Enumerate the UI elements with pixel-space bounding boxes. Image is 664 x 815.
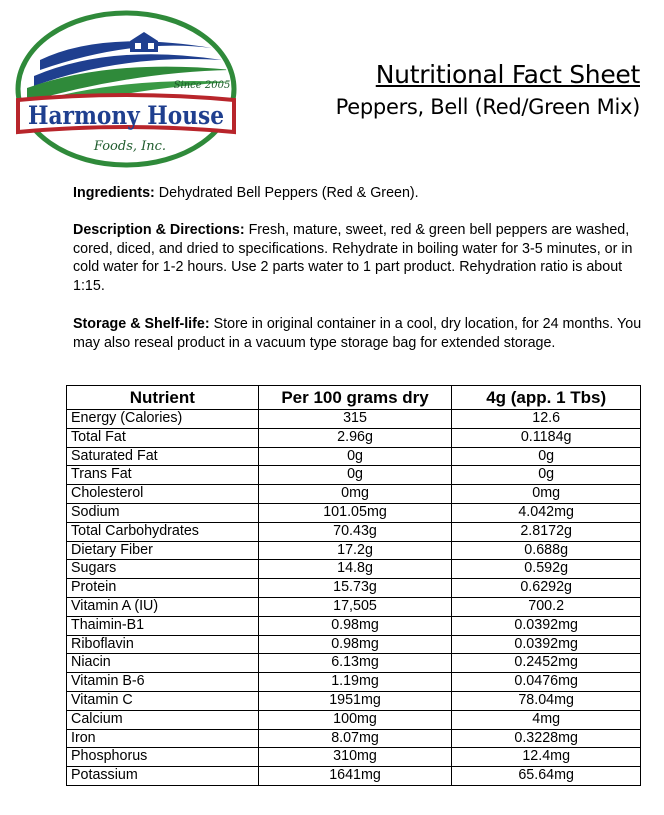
table-row (67, 560, 641, 579)
nutrient-name-cell: Dietary Fiber (67, 541, 259, 560)
per-4g-value-cell: 0.0392mg (452, 635, 641, 654)
table-row (67, 485, 641, 504)
per-4g-value-cell: 0.592g (452, 560, 641, 579)
per-100g-value-cell: 0g (258, 466, 452, 485)
per-4g-value-cell: 0.2452mg (452, 654, 641, 673)
nutrient-name-cell: Sodium (67, 503, 259, 522)
nutrient-name-cell: Potassium (67, 767, 259, 786)
storage-label: Storage & Shelf-life: (73, 316, 210, 332)
per-100g-value-cell: 100mg (258, 710, 452, 729)
nutrient-name-cell: Protein (67, 579, 259, 598)
nutrient-name-cell: Total Carbohydrates (67, 522, 259, 541)
table-row (67, 410, 641, 429)
storage-paragraph (73, 315, 643, 352)
per-100g-value-cell: 310mg (258, 748, 452, 767)
header-per-100g: Per 100 grams dry (258, 386, 452, 410)
ingredients-text: Dehydrated Bell Peppers (Red & Green). (154, 185, 419, 201)
nutrient-name-cell: Phosphorus (67, 748, 259, 767)
logo-brand-text: Harmony House (28, 101, 224, 130)
nutrient-name-cell: Vitamin C (67, 691, 259, 710)
per-100g-value-cell: 0mg (258, 485, 452, 504)
nutrient-name-cell: Riboflavin (67, 635, 259, 654)
table-row (67, 503, 641, 522)
per-100g-value-cell: 101.05mg (258, 503, 452, 522)
per-4g-value-cell: 12.6 (452, 410, 641, 429)
logo-since-text: Since 2005 (173, 80, 231, 91)
per-4g-value-cell: 0mg (452, 485, 641, 504)
nutrient-name-cell: Iron (67, 729, 259, 748)
per-4g-value-cell: 2.8172g (452, 522, 641, 541)
storage-text: Store in original container in a cool, dry location, for 24 months. You may also reseal product in a vacuum type storage bag for extended storage. (73, 316, 642, 351)
nutrient-name-cell: Saturated Fat (67, 447, 259, 466)
nutrient-name-cell: Calcium (67, 710, 259, 729)
table-row (67, 635, 641, 654)
per-4g-value-cell: 0.0392mg (452, 616, 641, 635)
per-4g-value-cell: 4mg (452, 710, 641, 729)
nutrient-name-cell: Niacin (67, 654, 259, 673)
description-text: Fresh, mature, sweet, red & green bell peppers are washed, cored, diced, and dried to specifications. Rehydrate in boiling water for 3-5 minutes, or in cold water for 1-2 hours. Use 2 parts water to 1 part product. Rehydration ratio is about 1:15. (73, 222, 633, 294)
per-100g-value-cell: 2.96g (258, 428, 452, 447)
per-100g-value-cell: 315 (258, 410, 452, 429)
nutrient-name-cell: Energy (Calories) (67, 410, 259, 429)
nutrient-name-cell: Thaimin-B1 (67, 616, 259, 635)
table-row (67, 710, 641, 729)
table-row (67, 428, 641, 447)
per-4g-value-cell: 12.4mg (452, 748, 641, 767)
per-4g-value-cell: 700.2 (452, 597, 641, 616)
per-100g-value-cell: 6.13mg (258, 654, 452, 673)
table-row (67, 597, 641, 616)
per-100g-value-cell: 1641mg (258, 767, 452, 786)
table-row (67, 767, 641, 786)
table-row (67, 579, 641, 598)
per-4g-value-cell: 0.3228mg (452, 729, 641, 748)
per-4g-value-cell: 78.04mg (452, 691, 641, 710)
per-4g-value-cell: 0g (452, 466, 641, 485)
per-4g-value-cell: 65.64mg (452, 767, 641, 786)
nutrient-name-cell: Total Fat (67, 428, 259, 447)
table-row (67, 447, 641, 466)
per-100g-value-cell: 15.73g (258, 579, 452, 598)
table-row (67, 673, 641, 692)
per-4g-value-cell: 4.042mg (452, 503, 641, 522)
per-100g-value-cell: 14.8g (258, 560, 452, 579)
per-100g-value-cell: 17.2g (258, 541, 452, 560)
table-row (67, 616, 641, 635)
per-100g-value-cell: 1951mg (258, 691, 452, 710)
table-row (67, 541, 641, 560)
per-4g-value-cell: 0.1184g (452, 428, 641, 447)
sheet-subtitle: Peppers, Bell (Red/Green Mix) (335, 95, 640, 119)
table-row (67, 729, 641, 748)
sheet-title-block (336, 60, 640, 119)
description-label: Description & Directions: (73, 222, 245, 238)
nutrient-name-cell: Sugars (67, 560, 259, 579)
per-100g-value-cell: 0.98mg (258, 635, 452, 654)
table-row (67, 522, 641, 541)
per-100g-value-cell: 17,505 (258, 597, 452, 616)
nutrient-name-cell: Trans Fat (67, 466, 259, 485)
per-100g-value-cell: 70.43g (258, 522, 452, 541)
sheet-title: Nutritional Fact Sheet (375, 60, 640, 89)
per-4g-value-cell: 0.688g (452, 541, 641, 560)
table-header-row (67, 386, 641, 410)
per-4g-value-cell: 0.0476mg (452, 673, 641, 692)
per-100g-value-cell: 1.19mg (258, 673, 452, 692)
header-nutrient: Nutrient (67, 386, 259, 410)
harmony-house-logo (12, 8, 240, 170)
ingredients-paragraph (73, 184, 643, 203)
table-row (67, 748, 641, 767)
nutrient-name-cell: Vitamin A (IU) (67, 597, 259, 616)
nutrient-name-cell: Vitamin B-6 (67, 673, 259, 692)
ingredients-label: Ingredients: (73, 185, 155, 201)
nutrition-table (66, 385, 641, 786)
nutrient-name-cell: Cholesterol (67, 485, 259, 504)
per-4g-value-cell: 0.6292g (452, 579, 641, 598)
table-row (67, 466, 641, 485)
per-100g-value-cell: 0.98mg (258, 616, 452, 635)
logo-subbrand-text: Foods, Inc. (93, 139, 167, 154)
table-row (67, 654, 641, 673)
header-per-4g: 4g (app. 1 Tbs) (452, 386, 641, 410)
description-paragraph (73, 221, 643, 295)
table-row (67, 691, 641, 710)
per-100g-value-cell: 0g (258, 447, 452, 466)
per-100g-value-cell: 8.07mg (258, 729, 452, 748)
per-4g-value-cell: 0g (452, 447, 641, 466)
nutrition-table-body (67, 410, 641, 786)
